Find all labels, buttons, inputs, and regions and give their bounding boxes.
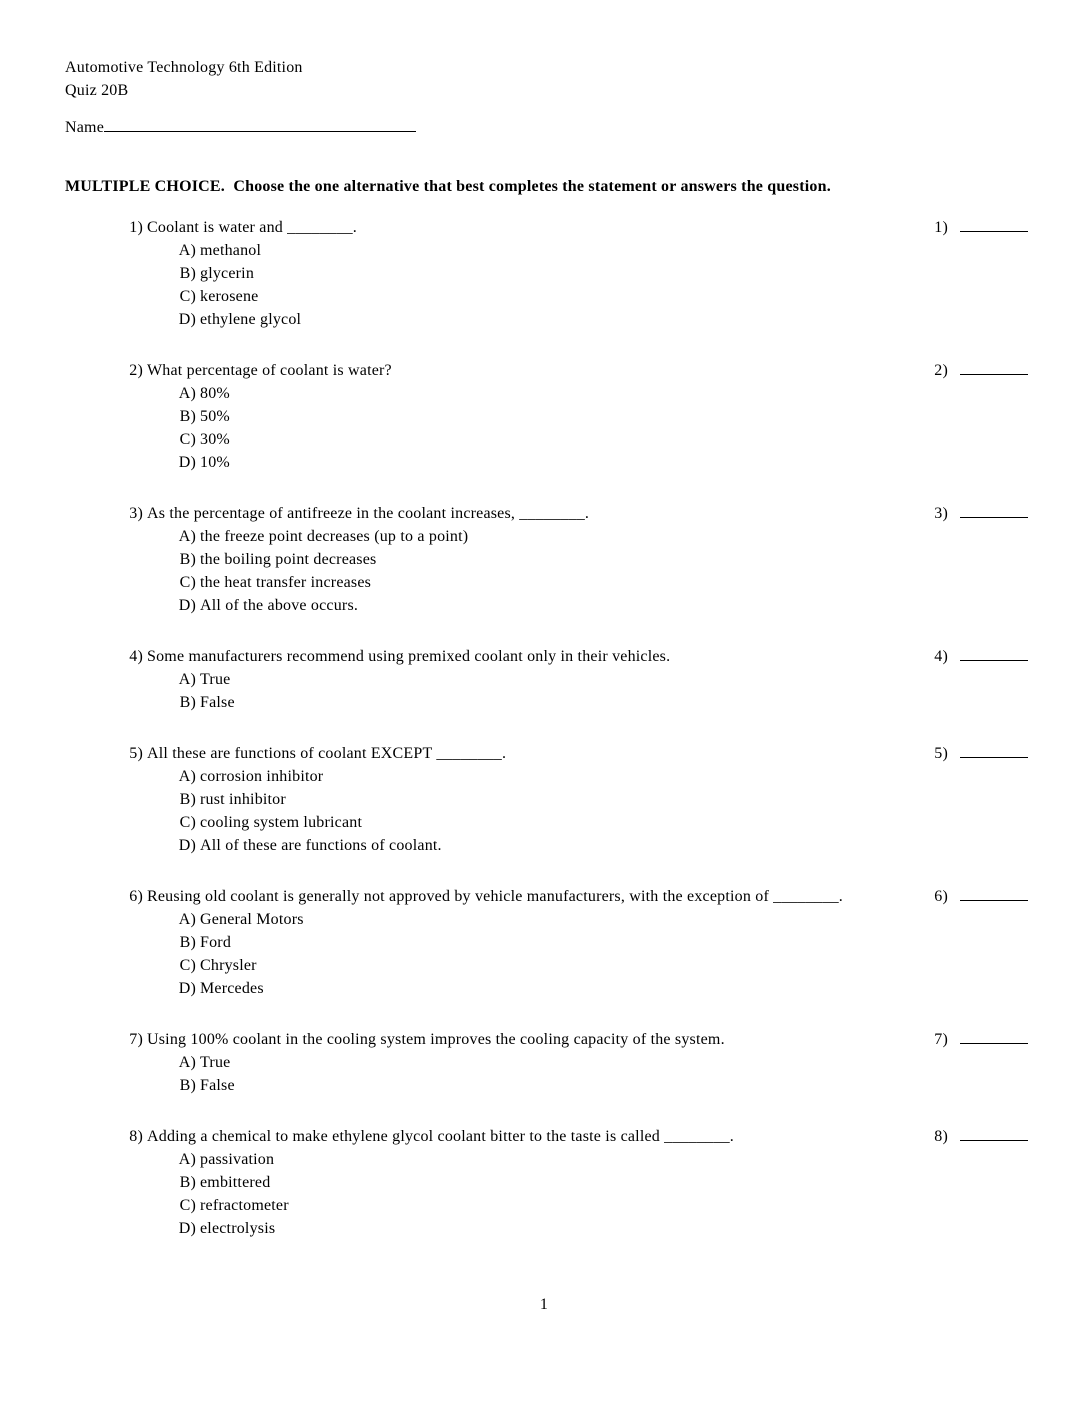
option-text: All of the above occurs. — [200, 597, 359, 614]
option — [65, 765, 1028, 788]
option-letter: D) — [178, 454, 196, 471]
option — [65, 1171, 1028, 1194]
option-letter: A) — [178, 768, 196, 785]
option-text: False — [200, 694, 235, 711]
option-text: 80% — [200, 385, 230, 402]
option-letter: B) — [179, 791, 196, 808]
option-text: 30% — [200, 431, 230, 448]
answer-blank — [934, 216, 1028, 239]
option — [65, 285, 1028, 308]
option — [65, 1217, 1028, 1240]
name-blank-line — [104, 117, 416, 132]
question-number: 1) — [129, 219, 143, 236]
option-letter: C) — [179, 431, 196, 448]
option-text: glycerin — [200, 265, 255, 282]
option-text: ethylene glycol — [200, 311, 302, 328]
option-text: cooling system lubricant — [200, 814, 363, 831]
question-5 — [65, 742, 1028, 857]
options-list — [65, 668, 1028, 714]
option-text: methanol — [200, 242, 262, 259]
option — [65, 239, 1028, 262]
option-letter: C) — [179, 957, 196, 974]
option-text: Ford — [200, 934, 232, 951]
option — [65, 954, 1028, 977]
option-letter: D) — [178, 597, 196, 614]
option — [65, 1074, 1028, 1097]
question-8 — [65, 1125, 1028, 1240]
question-number: 3) — [129, 505, 143, 522]
option-letter: D) — [178, 837, 196, 854]
options-list — [65, 1051, 1028, 1097]
option-letter: B) — [179, 1174, 196, 1191]
option-letter: B) — [179, 1077, 196, 1094]
answer-line — [960, 1127, 1028, 1141]
option-text: kerosene — [200, 288, 259, 305]
name-row — [65, 116, 1028, 139]
option-text: passivation — [200, 1151, 275, 1168]
option — [65, 1051, 1028, 1074]
option-text: the boiling point decreases — [200, 551, 377, 568]
question-stem: Adding a chemical to make ethylene glycol coolant bitter to the taste is called ________. — [147, 1128, 734, 1145]
option-text: corrosion inhibitor — [200, 768, 324, 785]
option — [65, 262, 1028, 285]
answer-blank — [934, 1028, 1028, 1051]
option-letter: B) — [179, 694, 196, 711]
answer-number: 4) — [934, 648, 948, 665]
answer-number: 2) — [934, 362, 948, 379]
answer-blank — [934, 502, 1028, 525]
option — [65, 405, 1028, 428]
question-stem: Coolant is water and ________. — [147, 219, 357, 236]
option-text: rust inhibitor — [200, 791, 286, 808]
answer-line — [960, 887, 1028, 901]
answer-blank — [934, 645, 1028, 668]
answer-blank — [934, 742, 1028, 765]
option-letter: A) — [178, 385, 196, 402]
option-letter: A) — [178, 1054, 196, 1071]
option-text: 10% — [200, 454, 230, 471]
option-letter: B) — [179, 551, 196, 568]
option — [65, 1194, 1028, 1217]
document-title: Automotive Technology 6th Edition — [65, 59, 303, 76]
answer-blank — [934, 885, 1028, 908]
option — [65, 594, 1028, 617]
answer-blank — [934, 1125, 1028, 1148]
option-text: False — [200, 1077, 235, 1094]
option — [65, 382, 1028, 405]
quiz-number: Quiz 20B — [65, 82, 129, 99]
option-text: the heat transfer increases — [200, 574, 372, 591]
question-stem: As the percentage of antifreeze in the coolant increases, ________. — [147, 505, 590, 522]
option — [65, 308, 1028, 331]
option — [65, 1148, 1028, 1171]
answer-line — [960, 744, 1028, 758]
option-letter: A) — [178, 528, 196, 545]
option — [65, 691, 1028, 714]
option-text: Mercedes — [200, 980, 264, 997]
option-text: True — [200, 671, 231, 688]
option-text: refractometer — [200, 1197, 289, 1214]
question-number: 4) — [129, 648, 143, 665]
answer-line — [960, 1030, 1028, 1044]
question-stem: All these are functions of coolant EXCEPT ________. — [147, 745, 507, 762]
question-number: 5) — [129, 745, 143, 762]
option-letter: A) — [178, 911, 196, 928]
option-text: True — [200, 1054, 231, 1071]
answer-line — [960, 361, 1028, 375]
option-letter: B) — [179, 408, 196, 425]
question-number: 8) — [129, 1128, 143, 1145]
page-number: 1 — [539, 1296, 549, 1313]
options-list — [65, 908, 1028, 1000]
option — [65, 811, 1028, 834]
option-text: Chrysler — [200, 957, 257, 974]
option-letter: D) — [178, 1220, 196, 1237]
option — [65, 525, 1028, 548]
option-letter: C) — [179, 1197, 196, 1214]
option-letter: A) — [178, 671, 196, 688]
answer-number: 1) — [934, 219, 948, 236]
question-3 — [65, 502, 1028, 617]
answer-number: 3) — [934, 505, 948, 522]
question-number: 2) — [129, 362, 143, 379]
question-number: 6) — [129, 888, 143, 905]
answer-number: 5) — [934, 745, 948, 762]
option-letter: D) — [178, 980, 196, 997]
option-letter: C) — [179, 288, 196, 305]
question-6 — [65, 885, 1028, 1000]
options-list — [65, 239, 1028, 331]
option-text: the freeze point decreases (up to a point) — [200, 528, 469, 545]
name-label: Name — [65, 119, 105, 136]
option — [65, 834, 1028, 857]
answer-number: 6) — [934, 888, 948, 905]
option-text: embittered — [200, 1174, 271, 1191]
answer-line — [960, 218, 1028, 232]
question-stem: What percentage of coolant is water? — [147, 362, 392, 379]
option — [65, 428, 1028, 451]
option-letter: C) — [179, 574, 196, 591]
question-1 — [65, 216, 1028, 331]
option-letter: A) — [178, 242, 196, 259]
instructions: MULTIPLE CHOICE. Choose the one alternative that best completes the statement or answers the question. — [65, 178, 831, 195]
question-number: 7) — [129, 1031, 143, 1048]
question-4 — [65, 645, 1028, 714]
option — [65, 451, 1028, 474]
option — [65, 977, 1028, 1000]
option — [65, 788, 1028, 811]
option-text: All of these are functions of coolant. — [200, 837, 442, 854]
options-list — [65, 1148, 1028, 1240]
option-letter: A) — [178, 1151, 196, 1168]
question-stem: Using 100% coolant in the cooling system improves the cooling capacity of the system. — [147, 1031, 725, 1048]
option — [65, 571, 1028, 594]
document-header — [65, 56, 1028, 102]
answer-blank — [934, 359, 1028, 382]
option-letter: B) — [179, 265, 196, 282]
question-stem: Some manufacturers recommend using premixed coolant only in their vehicles. — [147, 648, 671, 665]
options-list — [65, 382, 1028, 474]
question-stem: Reusing old coolant is generally not approved by vehicle manufacturers, with the exception of ________. — [147, 888, 843, 905]
option — [65, 931, 1028, 954]
answer-line — [960, 647, 1028, 661]
option-letter: C) — [179, 814, 196, 831]
option-letter: D) — [178, 311, 196, 328]
option-letter: B) — [179, 934, 196, 951]
option — [65, 668, 1028, 691]
option — [65, 908, 1028, 931]
options-list — [65, 525, 1028, 617]
answer-number: 8) — [934, 1128, 948, 1145]
options-list — [65, 765, 1028, 857]
option-text: 50% — [200, 408, 230, 425]
question-2 — [65, 359, 1028, 474]
option-text: General Motors — [200, 911, 304, 928]
option-text: electrolysis — [200, 1220, 276, 1237]
question-7 — [65, 1028, 1028, 1097]
answer-line — [960, 504, 1028, 518]
answer-number: 7) — [934, 1031, 948, 1048]
option — [65, 548, 1028, 571]
